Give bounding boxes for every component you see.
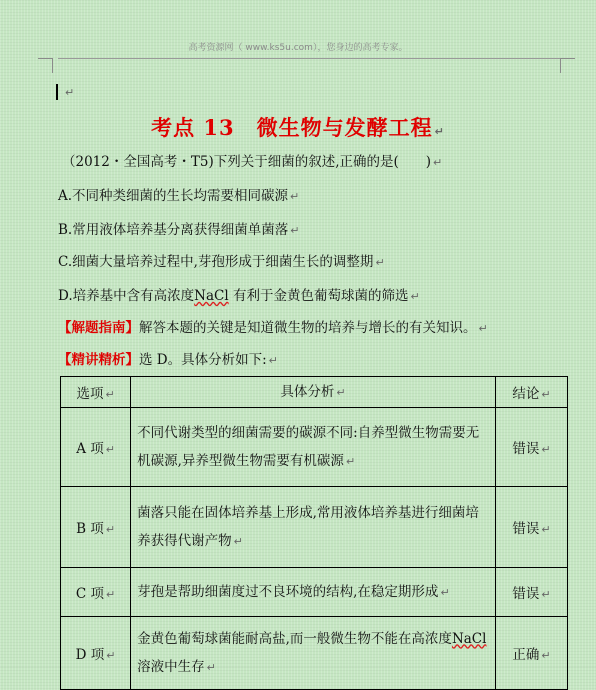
paragraph-mark-icon: ↵ bbox=[434, 125, 445, 138]
paragraph-mark-icon: ↵ bbox=[290, 224, 300, 237]
row-analysis-chemical: NaCl bbox=[451, 630, 487, 647]
paragraph-mark-icon: ↵ bbox=[336, 385, 346, 399]
header-result-text: 结论 bbox=[512, 386, 540, 402]
margin-corner-left bbox=[38, 58, 53, 73]
paragraph-mark-icon: ↵ bbox=[233, 534, 243, 548]
paragraph-mark-icon: ↵ bbox=[478, 322, 488, 335]
option-b bbox=[58, 218, 299, 238]
analysis-tag: 【精讲精析】 bbox=[58, 352, 139, 368]
option-a bbox=[58, 184, 299, 204]
text-cursor bbox=[56, 84, 58, 100]
guide-tag: 【解题指南】 bbox=[58, 320, 139, 336]
page-header-text: 高考资源网（ www.ks5u.com），您身边的高考专家。 bbox=[188, 43, 408, 53]
row-option bbox=[61, 617, 131, 690]
paragraph-mark-icon: ↵ bbox=[541, 388, 551, 401]
table-row bbox=[61, 568, 568, 617]
row-analysis bbox=[131, 568, 496, 617]
row-option-text: C 项 bbox=[75, 586, 105, 602]
paragraph-mark-icon: ↵ bbox=[106, 588, 116, 601]
option-d-chemical: NaCl bbox=[194, 288, 229, 304]
row-result bbox=[495, 617, 567, 690]
row-option-text: A 项 bbox=[76, 441, 104, 457]
table-row bbox=[61, 487, 568, 568]
paragraph-mark-icon: ↵ bbox=[65, 86, 75, 99]
table-header-row bbox=[61, 377, 568, 408]
row-analysis-text: 不同代谢类型的细菌需要的碳源不同:自养型微生物需要无机碳源,异养型微生物需要有机碳源 bbox=[137, 424, 480, 469]
paragraph-mark-icon: ↵ bbox=[105, 388, 115, 401]
paragraph-mark-icon: ↵ bbox=[290, 190, 300, 203]
row-analysis bbox=[131, 487, 496, 568]
option-b-text: B.常用液体培养基分离获得细菌单菌落 bbox=[58, 222, 289, 238]
paragraph-mark-icon: ↵ bbox=[410, 290, 420, 303]
row-result bbox=[495, 408, 567, 487]
paragraph-mark-icon: ↵ bbox=[375, 256, 385, 269]
question-stem-text: （2012・全国高考・T5)下列关于细菌的叙述,正确的是( ) bbox=[62, 154, 432, 170]
row-option bbox=[61, 487, 131, 568]
row-analysis-text: 菌落只能在固体培养基上形成,常用液体培养基进行细菌培养获得代谢产物 bbox=[137, 504, 479, 549]
table-row bbox=[61, 617, 568, 690]
header-option bbox=[61, 377, 131, 408]
paragraph-mark-icon: ↵ bbox=[541, 523, 551, 536]
header-divider bbox=[58, 58, 574, 59]
option-d-prefix: D.培养基中含有高浓度 bbox=[58, 288, 195, 304]
paragraph-mark-icon: ↵ bbox=[106, 649, 116, 662]
row-result bbox=[495, 568, 567, 617]
title-text: 考点 13 微生物与发酵工程 bbox=[151, 115, 433, 140]
document-title bbox=[0, 112, 596, 142]
row-result-text: 正确 bbox=[512, 647, 540, 663]
option-d-suffix: 有利于金黄色葡萄球菌的筛选 bbox=[228, 288, 409, 304]
row-analysis-prefix: 金黄色葡萄球菌能耐高盐,而一般微生物不能在高浓度 bbox=[137, 630, 452, 647]
paragraph-mark-icon: ↵ bbox=[433, 156, 443, 169]
row-analysis-text: 芽孢是帮助细菌度过不良环境的结构,在稳定期形成 bbox=[137, 583, 439, 600]
header-analysis bbox=[131, 377, 496, 408]
paragraph-mark-icon: ↵ bbox=[541, 443, 551, 456]
header-option-text: 选项 bbox=[76, 386, 104, 402]
paragraph-mark-icon: ↵ bbox=[206, 660, 216, 674]
paragraph-mark-icon: ↵ bbox=[440, 585, 450, 599]
row-result-text: 错误 bbox=[512, 521, 540, 537]
option-c-text: C.细菌大量培养过程中,芽孢形成于细菌生长的调整期 bbox=[58, 254, 374, 270]
row-analysis-suffix: 溶液中生存 bbox=[137, 658, 205, 675]
option-c bbox=[58, 250, 385, 270]
analysis-text: 选 D。具体分析如下: bbox=[139, 352, 267, 368]
analysis-paragraph bbox=[58, 348, 278, 368]
row-result bbox=[495, 487, 567, 568]
guide-paragraph bbox=[58, 316, 488, 336]
option-d bbox=[58, 284, 420, 304]
table-row bbox=[61, 408, 568, 487]
paragraph-mark-icon: ↵ bbox=[541, 588, 551, 601]
row-analysis bbox=[131, 617, 496, 690]
paragraph-mark-icon: ↵ bbox=[105, 443, 115, 456]
row-result-text: 错误 bbox=[512, 586, 540, 602]
paragraph-mark-icon: ↵ bbox=[268, 354, 278, 367]
header-analysis-text: 具体分析 bbox=[280, 383, 335, 400]
paragraph-mark-icon: ↵ bbox=[345, 454, 356, 468]
paragraph-mark-icon: ↵ bbox=[541, 649, 551, 662]
header-result bbox=[495, 377, 567, 408]
analysis-table bbox=[60, 376, 568, 690]
row-option bbox=[61, 408, 131, 487]
margin-corner-right bbox=[560, 58, 575, 73]
row-option bbox=[61, 568, 131, 617]
row-option-text: D 项 bbox=[75, 647, 105, 663]
row-analysis bbox=[131, 408, 496, 487]
row-option-text: B 项 bbox=[76, 521, 104, 537]
row-result-text: 错误 bbox=[512, 441, 540, 457]
guide-text: 解答本题的关键是知道微生物的培养与增长的有关知识。 bbox=[139, 320, 477, 336]
question-stem bbox=[62, 150, 442, 170]
paragraph-mark-icon: ↵ bbox=[105, 523, 116, 536]
option-a-text: A.不同种类细菌的生长均需要相同碳源 bbox=[58, 188, 289, 204]
